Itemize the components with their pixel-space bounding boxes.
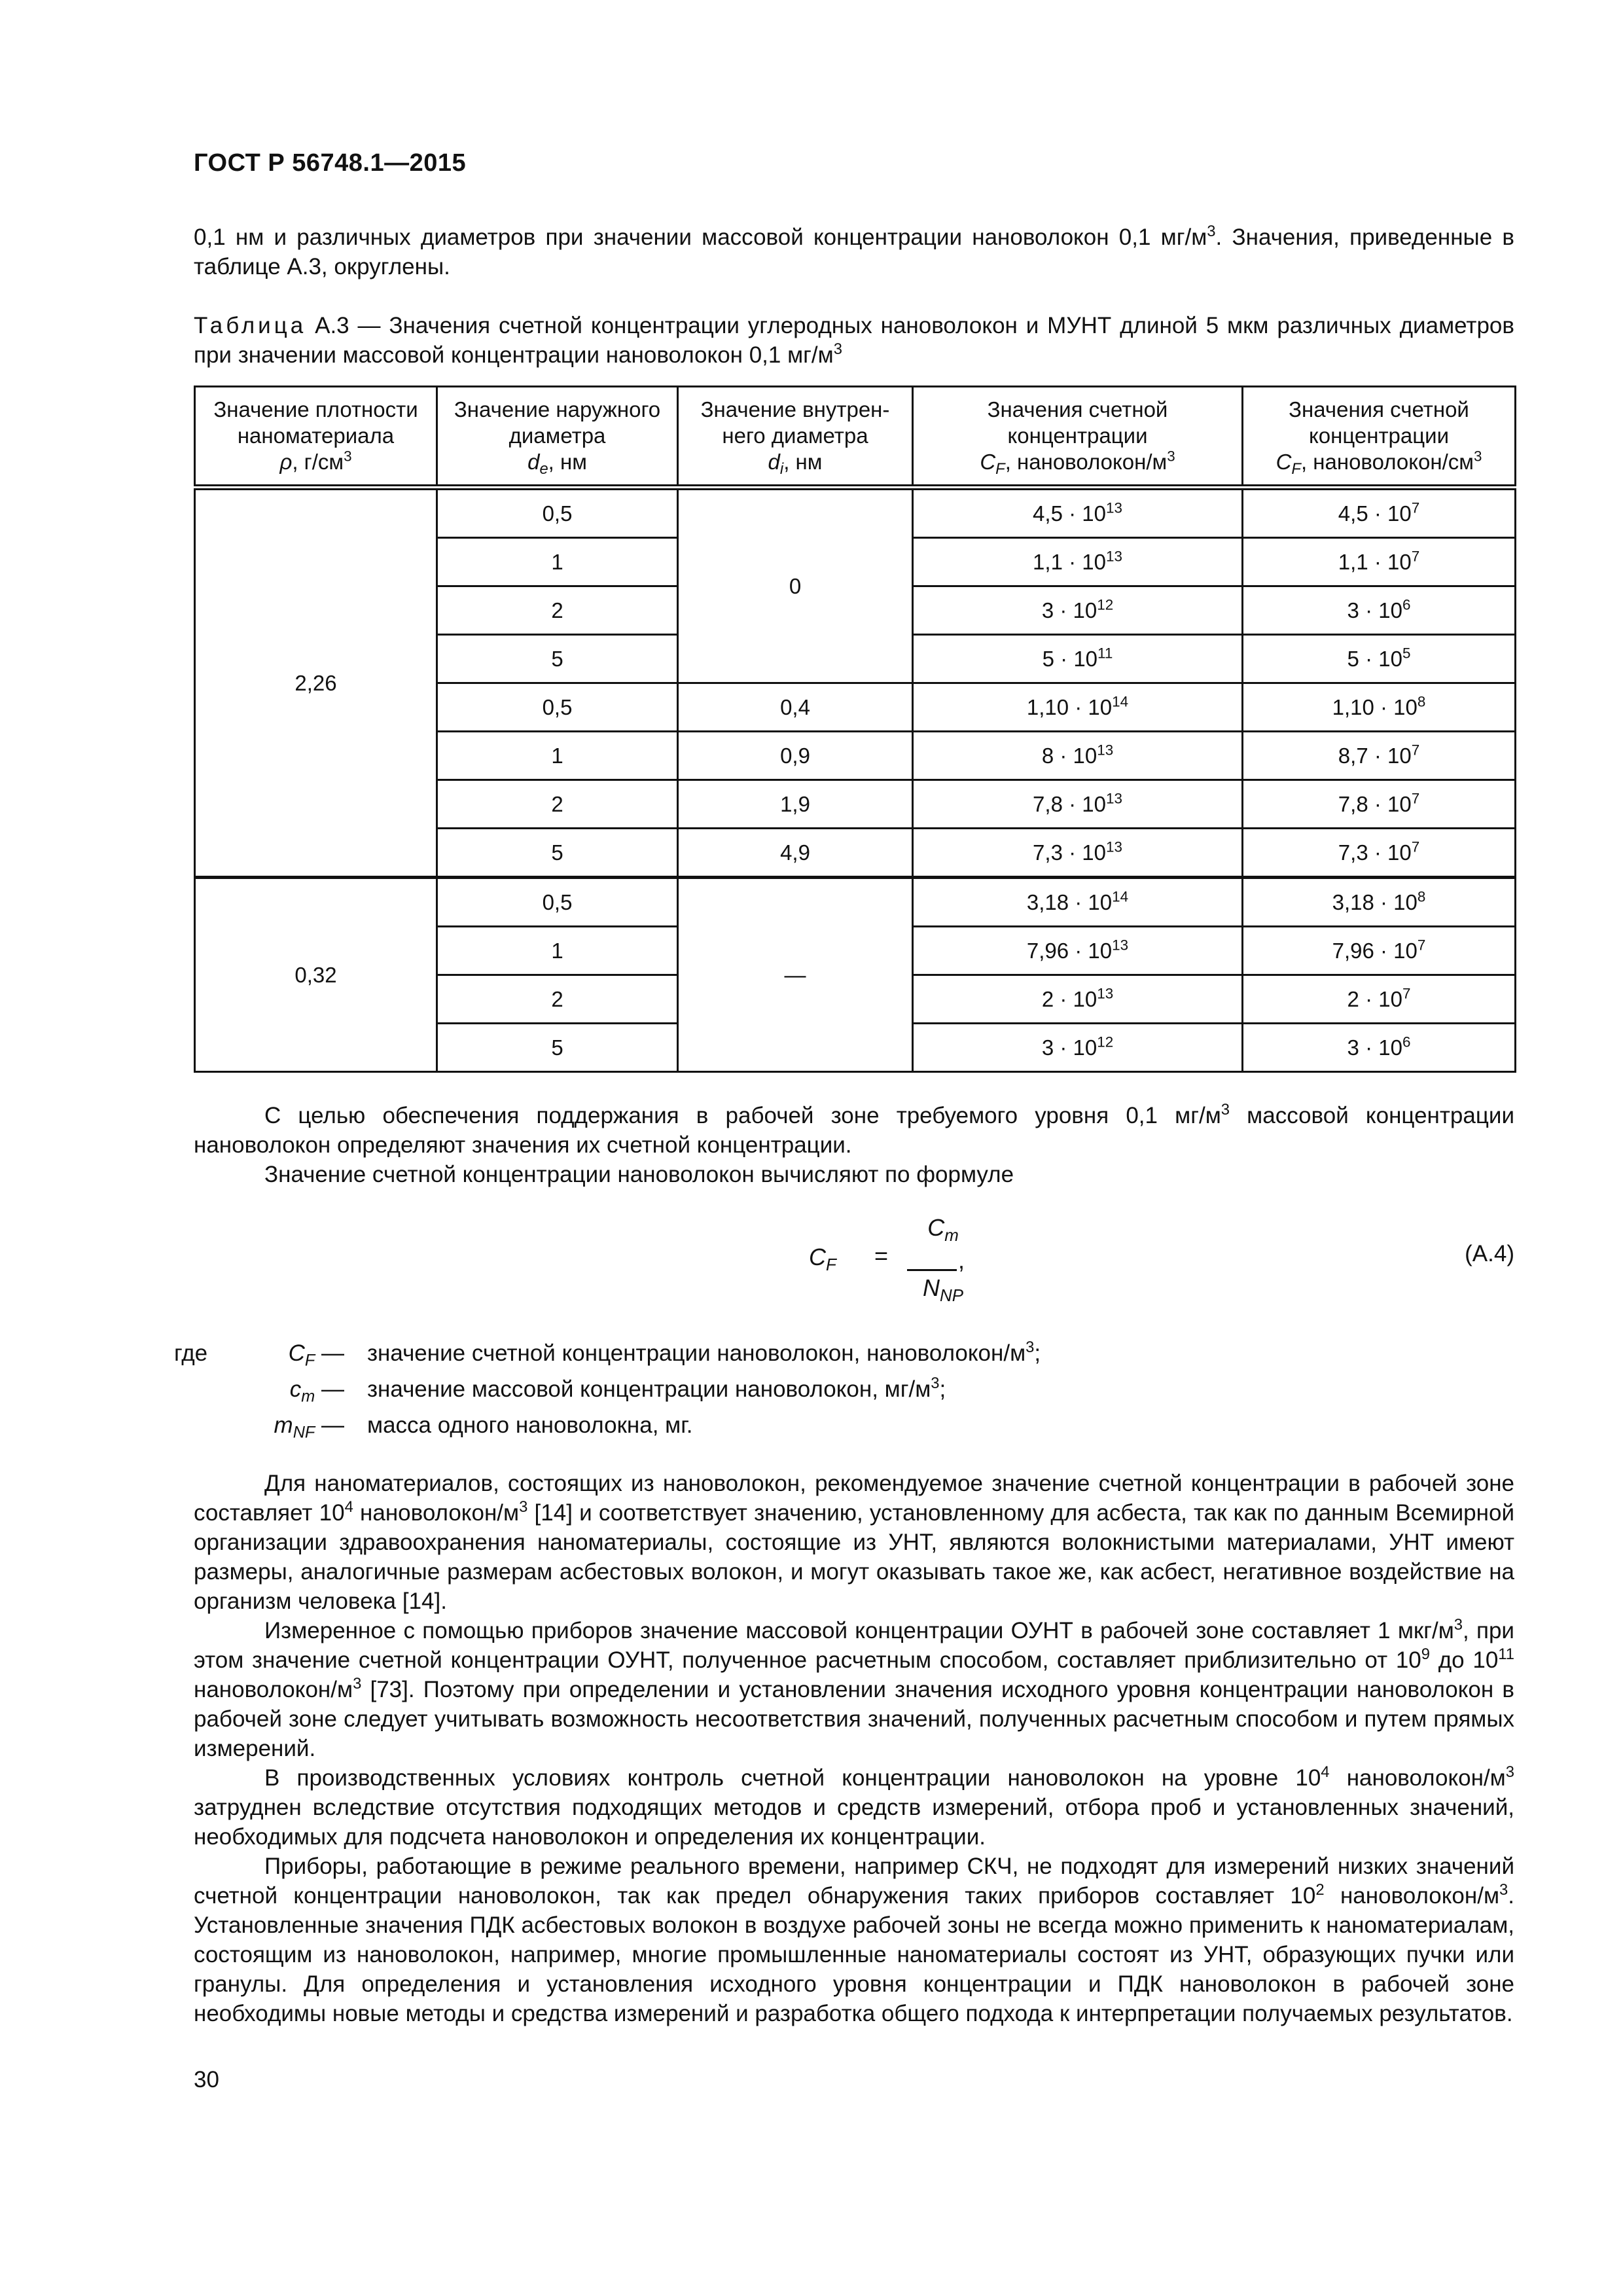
density-cell: 0,32 — [195, 878, 437, 1072]
paragraph-recommended-value: Для наноматериалов, состоящих из нановолокон, рекомендуемое значение счетной концентрации в рабочей зоне составляет $10^4$ нановолокон/$м^3$ [14] и соответствует значению, установленному для асбеста, так как по данным Всемирной организации здравоохранения наноматериалы, состоящие из УНТ, являются волокнистыми материалами, УНТ имеют размеры, аналогичные размерам асбестовых волокон, и могут оказывать такое же, как асбест, негативное воздействие на организм человека [14]. — [194, 1471, 1514, 1614]
intro-text-end: . Значения, приведенные в таблице А.3, округлены. — [194, 224, 1515, 279]
outer-diameter-cell: 2 — [437, 975, 678, 1024]
outer-diameter-cell: 0,5 — [437, 878, 678, 927]
outer-diameter-cell: 5 — [437, 829, 678, 878]
inner-diameter-cell: 0 — [678, 488, 913, 683]
count-concentration-m3-cell: $7,96 \cdot 10^{13}$ — [913, 927, 1243, 975]
count-concentration-cm3-cell: $3 \cdot 10^6$ — [1243, 1024, 1516, 1072]
definition-text: значение массовой концентрации нановолокон, $мг/м^3$; — [367, 1374, 946, 1402]
definition-text: масса одного нановолокна, мг. — [367, 1412, 693, 1438]
table-header-row — [195, 387, 1516, 488]
fraction-bar — [907, 1269, 957, 1271]
formula-a4 — [809, 1214, 1071, 1305]
column-header: Значение плотности наноматериала ρ, $г/см^3$ — [195, 387, 437, 488]
outer-diameter-cell: 5 — [437, 1024, 678, 1072]
superscript: 3 — [1207, 222, 1216, 240]
definition-text: значение счетной концентрации нановолокон, нановолокон/$м^3$; — [367, 1338, 1041, 1366]
paragraph-realtime-instruments: Приборы, работающие в режиме реального времени, например СКЧ, не подходят для измерений низких значений счетной концентрации нановолокон, так как предел обнаружения таких приборов составляет $10^2$ нановолокон/$м^3$. Установленные значения ПДК асбестовых волокон в воздухе рабочей зоны не всегда можно применить к наноматериалам, состоящим из нановолокон, например, многие промышленные наноматериалы состоят из УНТ, образующих пучки или гранулы. Для определения и установления исходного уровня концентрации и ПДК нановолокон в рабочей зоне необходимы новые методы и средства измерений и разработка общего подхода к интерпретации получаемых результатов. — [194, 1854, 1515, 2026]
definition-symbol: $c_m$ — — [289, 1376, 344, 1406]
inner-diameter-cell: 0,9 — [678, 732, 913, 780]
formula-lhs: $C_F$ — [809, 1244, 836, 1274]
count-concentration-m3-cell: $7,3 \cdot 10^{13}$ — [913, 829, 1243, 878]
table-caption — [194, 311, 1514, 370]
standard-header: ГОСТ Р 56748.1—2015 — [194, 149, 467, 177]
count-concentration-cm3-cell: $4,5 \cdot 10^7$ — [1243, 488, 1516, 538]
definition-symbol: $m_{NF}$ — — [274, 1412, 344, 1442]
para-text: массовой концентрации нановолокон определяют значения их счетной концентрации. — [194, 1103, 1514, 1158]
count-concentration-cm3-cell: $3,18 \cdot 10^8$ — [1243, 878, 1516, 927]
table-row — [195, 488, 1516, 538]
count-concentration-cm3-cell: $7,8 \cdot 10^7$ — [1243, 780, 1516, 829]
inner-diameter-cell: 1,9 — [678, 780, 913, 829]
count-concentration-m3-cell: $8 \cdot 10^{13}$ — [913, 732, 1243, 780]
count-concentration-m3-cell: $1,10 \cdot 10^{14}$ — [913, 683, 1243, 732]
table-body — [195, 488, 1516, 1072]
count-concentration-m3-cell: $3,18 \cdot 10^{14}$ — [913, 878, 1243, 927]
count-concentration-m3-cell: $5 \cdot 10^{11}$ — [913, 635, 1243, 683]
inner-diameter-cell: — — [678, 878, 913, 1072]
count-concentration-cm3-cell: $7,96 \cdot 10^7$ — [1243, 927, 1516, 975]
outer-diameter-cell: 0,5 — [437, 683, 678, 732]
caption-text: А.3 — Значения счетной концентрации углеродных нановолокон и МУНТ длиной 5 мкм различных диаметров при значении массовой концентрации нановолокон 0,1 мг/м — [194, 313, 1514, 368]
outer-diameter-cell: 1 — [437, 538, 678, 586]
caption-label: Таблица — [194, 313, 307, 338]
count-concentration-cm3-cell: $8,7 \cdot 10^7$ — [1243, 732, 1516, 780]
formula-numerator: $C_m$ — [927, 1214, 959, 1245]
count-concentration-m3-cell: $7,8 \cdot 10^{13}$ — [913, 780, 1243, 829]
paragraph-formula-intro: Значение счетной концентрации нановолокон вычисляют по формуле — [264, 1162, 1014, 1187]
count-concentration-cm3-cell: $1,1 \cdot 10^7$ — [1243, 538, 1516, 586]
density-cell: 2,26 — [195, 488, 437, 878]
intro-text: 0,1 нм и различных диаметров при значении массовой концентрации нановолокон 0,1 мг/м — [194, 224, 1207, 250]
intro-paragraph — [194, 223, 1514, 281]
superscript: 3 — [833, 340, 842, 358]
outer-diameter-cell: 1 — [437, 732, 678, 780]
body-text — [194, 1469, 1514, 2028]
count-concentration-cm3-cell: $3 \cdot 10^6$ — [1243, 586, 1516, 635]
count-concentration-cm3-cell: $5 \cdot 10^5$ — [1243, 635, 1516, 683]
count-concentration-cm3-cell: $1,10 \cdot 10^8$ — [1243, 683, 1516, 732]
definition-symbol: $C_F$ — — [288, 1340, 344, 1370]
formula-number: (А.4) — [1465, 1241, 1514, 1266]
formula-equals: = — [874, 1242, 889, 1269]
outer-diameter-cell: 2 — [437, 780, 678, 829]
formula-denominator: $N_{NP}$ — [923, 1274, 963, 1305]
count-concentration-m3-cell: $1,1 \cdot 10^{13}$ — [913, 538, 1243, 586]
column-header: Значения счетной концентрации $C_F$, нановолокон/$м^3$ — [913, 387, 1243, 488]
paragraph-production-control: В производственных условиях контроль счетной концентрации нановолокон на уровне $10^4$ нановолокон/$м^3$ затруднен вследствие отсутствия подходящих методов и средств измерений, отбора проб и установленных значений, необходимых для подсчета нановолокон и определения их концентрации. — [194, 1763, 1514, 1850]
paragraph-purpose — [194, 1101, 1514, 1160]
paragraph-measured-value: Измеренное с помощью приборов значение массовой концентрации ОУНТ в рабочей зоне составляет 1 мкг/$м^3$, при этом значение счетной концентрации ОУНТ, полученное расчетным способом, составляет приблизительно от $10^9$ до $10^{11}$ нановолокон/$м^3$ [73]. Поэтому при определении и установлении значения исходного уровня концентрации нановолокон в рабочей зоне следует учитывать возможность несоответствия значений, полученных расчетным способом и путем прямых измерений. — [194, 1615, 1514, 1761]
outer-diameter-cell: 5 — [437, 635, 678, 683]
superscript: 3 — [1221, 1100, 1230, 1119]
outer-diameter-cell: 0,5 — [437, 488, 678, 538]
inner-diameter-cell: 4,9 — [678, 829, 913, 878]
count-concentration-cm3-cell: $7,3 \cdot 10^7$ — [1243, 829, 1516, 878]
column-header: Значение внутрен- него диаметра $d_i$, нм — [678, 387, 913, 488]
table-row — [195, 878, 1516, 927]
outer-diameter-cell: 1 — [437, 927, 678, 975]
where-label: где — [174, 1340, 208, 1366]
formula-comma: , — [958, 1247, 965, 1274]
count-concentration-cm3-cell: $2 \cdot 10^7$ — [1243, 975, 1516, 1024]
count-concentration-m3-cell: $3 \cdot 10^{12}$ — [913, 1024, 1243, 1072]
data-table-a3 — [194, 386, 1516, 1073]
column-header: Значения счетной концентрации $C_F$, нановолокон/$см^3$ — [1243, 387, 1516, 488]
page-number: 30 — [194, 2067, 219, 2092]
column-header: Значение наружного диаметра $d_e$, нм — [437, 387, 678, 488]
count-concentration-m3-cell: $4,5 \cdot 10^{13}$ — [913, 488, 1243, 538]
count-concentration-m3-cell: $2 \cdot 10^{13}$ — [913, 975, 1243, 1024]
inner-diameter-cell: 0,4 — [678, 683, 913, 732]
count-concentration-m3-cell: $3 \cdot 10^{12}$ — [913, 586, 1243, 635]
para-text: С целью обеспечения поддержания в рабочей зоне требуемого уровня 0,1 мг/м — [264, 1103, 1221, 1128]
outer-diameter-cell: 2 — [437, 586, 678, 635]
